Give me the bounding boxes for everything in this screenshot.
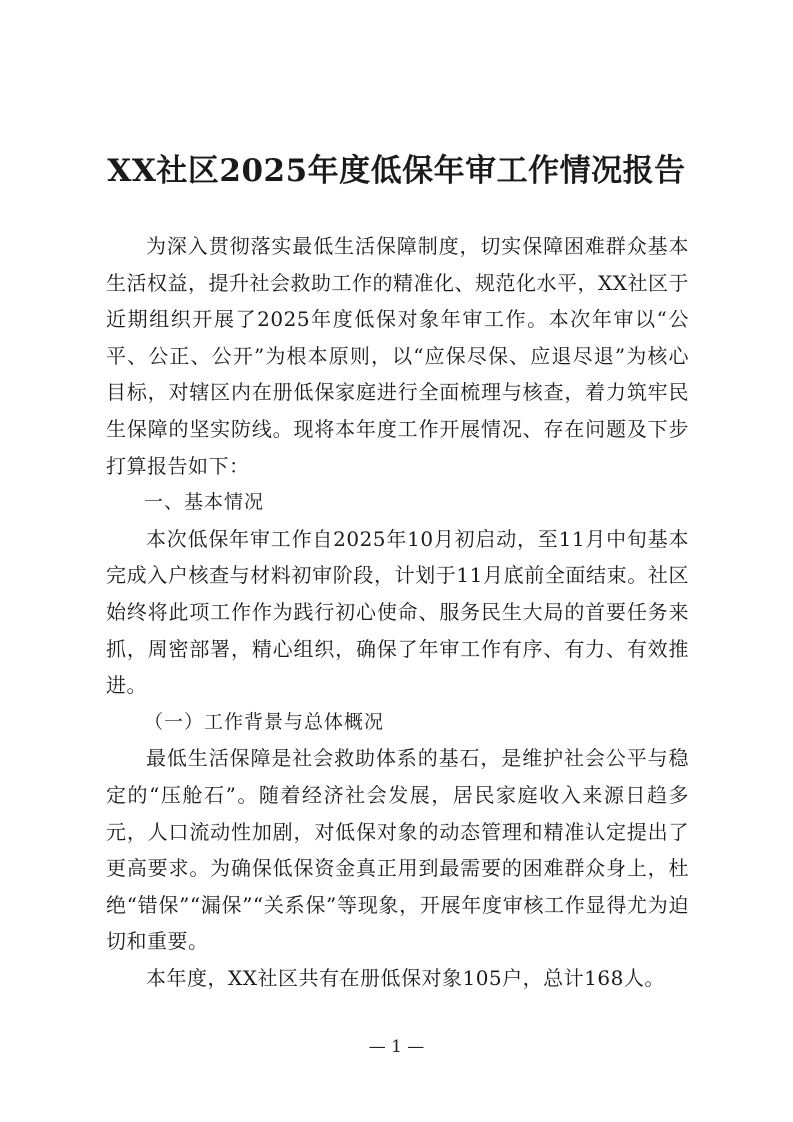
- basic-situation-paragraph: 本次低保年审工作自2025年10月初启动，至11月中旬基本完成入户核查与材料初审阶段，计划于11月底前全面结束。社区始终将此项工作作为践行初心使命、服务民生大局的首要任务来抓，周密部署，精心组织，确保了年审工作有序、有力、有效推进。: [106, 526, 689, 698]
- intro-paragraph: 为深入贯彻落实最低生活保障制度，切实保障困难群众基本生活权益，提升社会救助工作的精准化、规范化水平，XX社区于近期组织开展了2025年度低保对象年审工作。本次年审以“公平、公正、公开”为根本原则，以“应保尽保、应退尽退”为核心目标，对辖区内在册低保家庭进行全面梳理与核查，着力筑牢民生保障的坚实防线。现将本年度工作开展情况、存在问题及下步打算报告如下：: [106, 234, 689, 478]
- statistics-paragraph: 本年度，XX社区共有在册低保对象105户，总计168人。: [146, 965, 665, 990]
- document-title: XX社区2025年度低保年审工作情况报告: [107, 153, 686, 189]
- background-paragraph: 最低生活保障是社会救助体系的基石，是维护社会公平与稳定的“压舱石”。随着经济社会发展，居民家庭收入来源日趋多元，人口流动性加剧，对低保对象的动态管理和精准认定提出了更高要求。为确保低保资金真正用到最需要的困难群众身上，杜绝“错保”“漏保”“关系保”等现象，开展年度审核工作显得尤为迫切和重要。: [106, 746, 689, 954]
- document-body: [106, 228, 689, 996]
- subsection-heading-background: （一）工作背景与总体概况: [144, 710, 385, 733]
- page-number: — 1 —: [368, 1037, 425, 1057]
- section-heading-basic-situation: 一、基本情况: [144, 491, 265, 514]
